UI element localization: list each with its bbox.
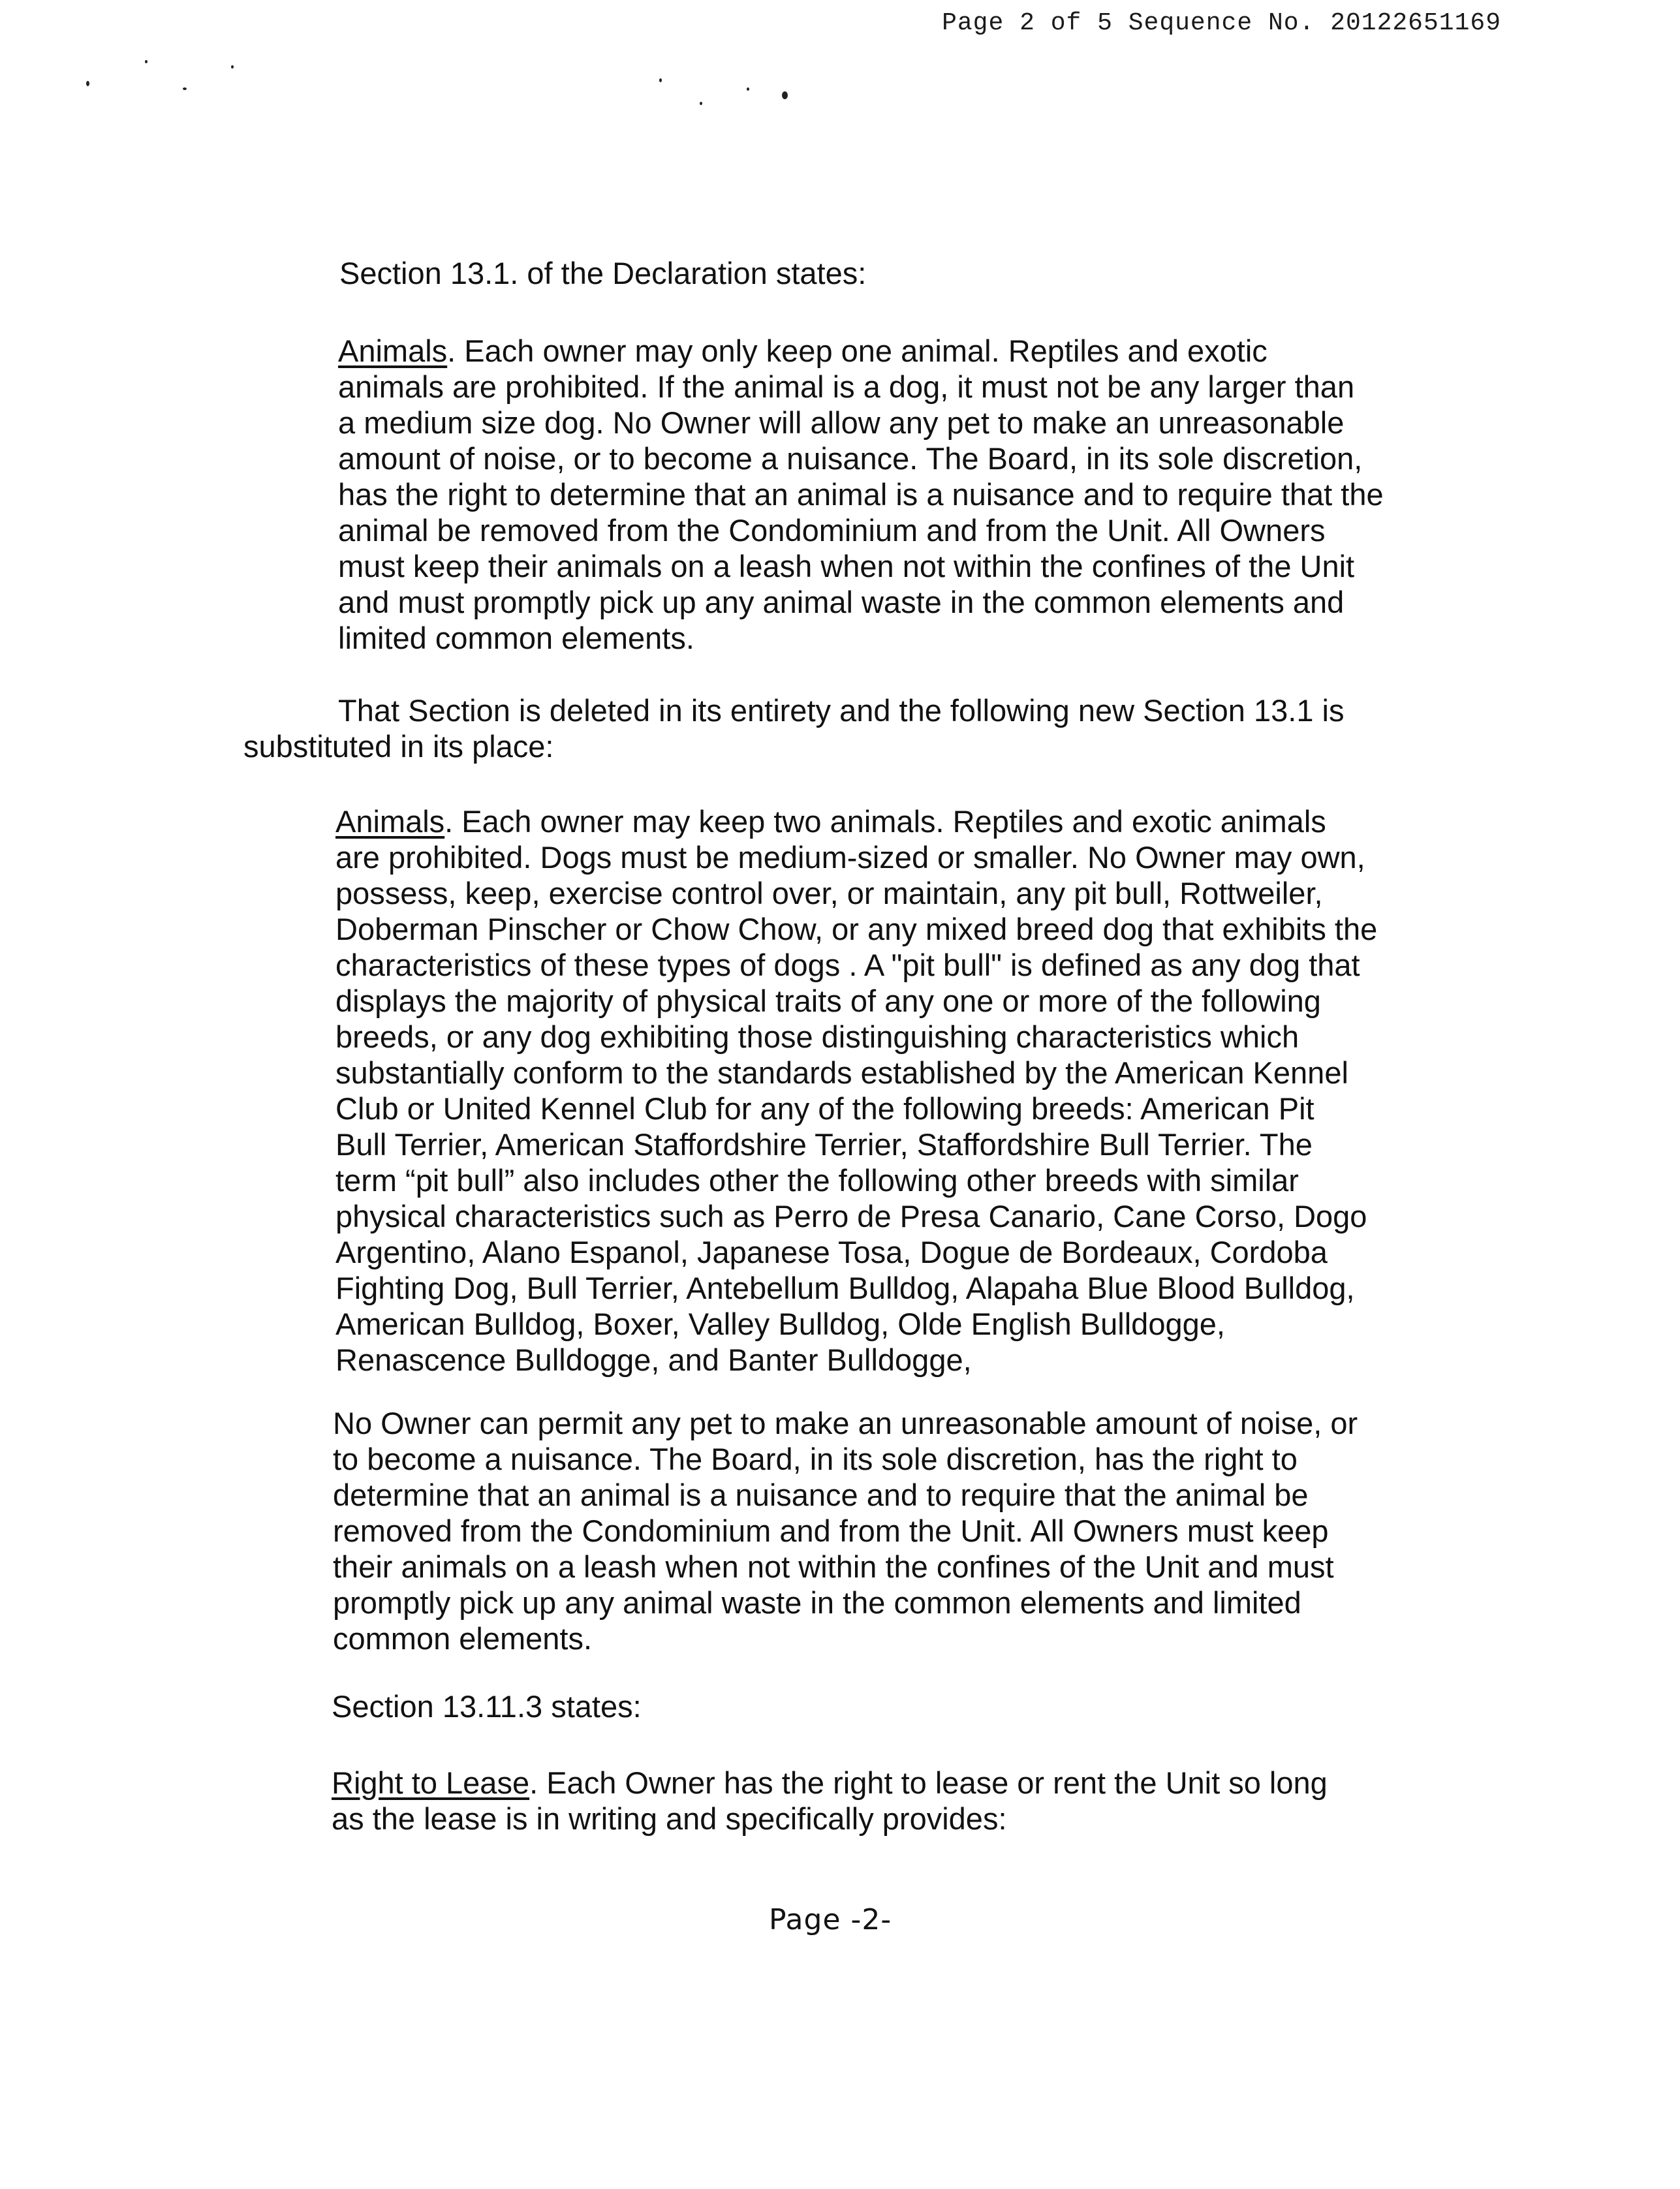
text-segment: . Each owner may only keep one animal. Reptiles and exotic [447, 334, 1268, 368]
scan-speck [145, 60, 148, 63]
text-line: substantially conform to the standards established by the American Kennel [335, 1055, 1348, 1090]
text-line: Renascence Bulldogge, and Banter Bulldogge, [335, 1343, 972, 1377]
text-line: amount of noise, or to become a nuisance. The Board, in its sole discretion, [338, 441, 1363, 476]
new-animals-paragraph [335, 803, 1377, 1378]
text-line: removed from the Condominium and from the Unit. All Owners must keep [333, 1514, 1329, 1548]
text-line: Fighting Dog, Bull Terrier, Antebellum Bulldog, Alapaha Blue Blood Bulldog, [335, 1271, 1355, 1305]
text-line: a medium size dog. No Owner will allow any pet to make an unreasonable [338, 405, 1345, 440]
text-segment: . Each Owner has the right to lease or rent the Unit so long [529, 1765, 1328, 1800]
text-line: Bull Terrier, American Staffordshire Terrier, Staffordshire Bull Terrier. The [335, 1127, 1313, 1162]
text-line: and must promptly pick up any animal waste in the common elements and [338, 585, 1345, 619]
text-line: as the lease is in writing and specifically provides: [332, 1801, 1007, 1836]
text-segment: . Each owner may keep two animals. Reptiles and exotic animals [444, 804, 1326, 839]
text-line: common elements. [333, 1621, 593, 1656]
text-line: Argentino, Alano Espanol, Japanese Tosa, Dogue de Bordeaux, Cordoba [335, 1235, 1328, 1269]
text-line: No Owner can permit any pet to make an unreasonable amount of noise, or [333, 1406, 1358, 1440]
fax-header: Page 2 of 5 Sequence No. 20122651169 [942, 9, 1501, 37]
text-line: promptly pick up any animal waste in the common elements and limited [333, 1585, 1301, 1620]
page-number: Page -2- [769, 1903, 892, 1936]
text-line: Club or United Kennel Club for any of the following breeds: American Pit [335, 1091, 1314, 1126]
text-line [335, 803, 1377, 839]
text-line: are prohibited. Dogs must be medium-sized or smaller. No Owner may own, [335, 840, 1365, 875]
noise-paragraph [333, 1405, 1358, 1656]
text-line: animal be removed from the Condominium and from the Unit. All Owners [338, 513, 1326, 548]
text-line: has the right to determine that an animal is a nuisance and to require that the [338, 477, 1384, 512]
scan-speck [183, 87, 187, 90]
text-line: possess, keep, exercise control over, or maintain, any pit bull, Rottweiler, [335, 876, 1323, 910]
text-line [338, 333, 1384, 369]
section-heading: Section 13.1. of the Declaration states: [339, 256, 867, 290]
text-line: substituted in its place: [243, 729, 554, 764]
text-line: must keep their animals on a leash when not within the confines of the Unit [338, 549, 1355, 583]
scan-speck [231, 65, 234, 69]
text-line: their animals on a leash when not within the confines of the Unit and must [333, 1549, 1334, 1584]
animals-heading: Animals [335, 804, 445, 839]
text-line: American Bulldog, Boxer, Valley Bulldog, Olde English Bulldogge, [335, 1307, 1225, 1341]
right-to-lease-heading: Right to Lease [332, 1765, 530, 1800]
text-line: breeds, or any dog exhibiting those distinguishing characteristics which [335, 1019, 1299, 1054]
text-line: determine that an animal is a nuisance and to require that the animal be [333, 1478, 1309, 1512]
text-line: displays the majority of physical traits of any one or more of the following [335, 984, 1321, 1018]
text-line: physical characteristics such as Perro de Presa Canario, Cane Corso, Dogo [335, 1199, 1367, 1234]
text-line: characteristics of these types of dogs . A "pit bull" is defined as any dog that [335, 948, 1360, 982]
text-line: to become a nuisance. The Board, in its sole discretion, has the right to [333, 1442, 1298, 1476]
scan-speck [700, 102, 702, 105]
scan-speck [782, 91, 788, 99]
original-animals-paragraph [338, 333, 1384, 656]
scan-speck [747, 87, 749, 91]
section-heading: Section 13.11.3 states: [332, 1689, 642, 1724]
replacement-intro [243, 692, 1344, 764]
text-line: animals are prohibited. If the animal is a dog, it must not be any larger than [338, 369, 1355, 404]
text-line: That Section is deleted in its entirety and the following new Section 13.1 is [338, 693, 1345, 728]
animals-heading: Animals [338, 334, 448, 368]
scan-speck [86, 81, 89, 86]
scan-speck [659, 78, 662, 82]
text-line [332, 1765, 1328, 1801]
text-line: Doberman Pinscher or Chow Chow, or any mixed breed dog that exhibits the [335, 912, 1378, 946]
text-line: term “pit bull” also includes other the following other breeds with similar [335, 1163, 1299, 1198]
text-line: limited common elements. [338, 621, 694, 655]
right-to-lease-paragraph [332, 1765, 1328, 1837]
